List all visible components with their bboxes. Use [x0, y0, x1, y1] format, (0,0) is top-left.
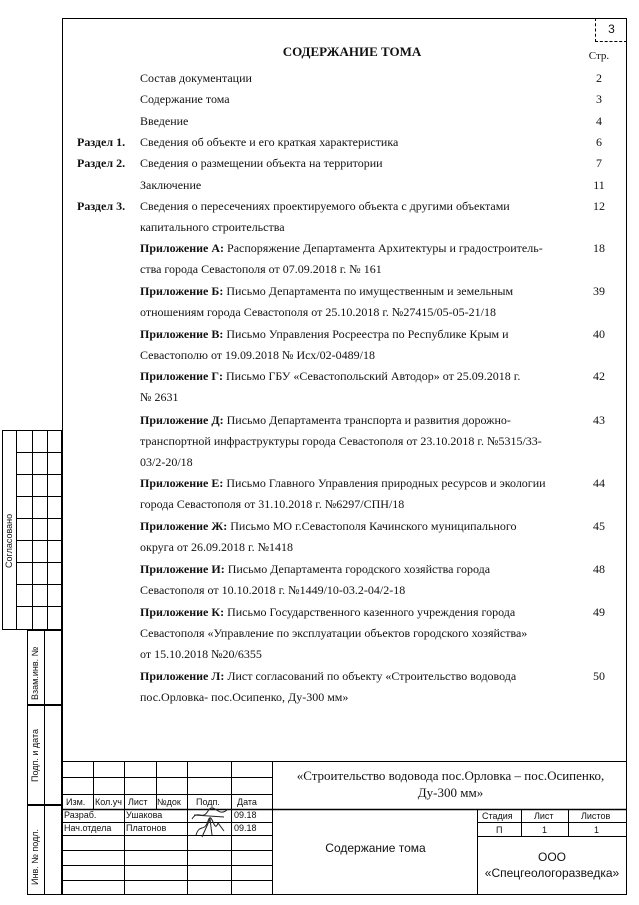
- toc-page-number: 45: [593, 519, 605, 533]
- toc-entry-text: Сведения об объекте и его краткая характеристика: [140, 135, 399, 149]
- toc-page-number: 4: [596, 114, 602, 128]
- toc-entry-text: [140, 366, 585, 387]
- toc-page-number: 44: [593, 476, 605, 490]
- appendix-label: Приложение Д:: [140, 413, 224, 427]
- stage-header: Стадия: [482, 811, 513, 821]
- agreed-label: Согласовано: [4, 513, 14, 568]
- page-number: 3: [595, 18, 627, 42]
- name-developer: Ушакова: [126, 810, 163, 820]
- appendix-label: Приложение Б:: [140, 284, 224, 298]
- appendix-title: Письмо Департамента городского хозяйства города: [224, 562, 491, 576]
- page-column-label: Стр.: [588, 50, 610, 62]
- appendix-label: Приложение Е:: [140, 476, 224, 490]
- toc-entry-text: [140, 410, 585, 431]
- toc-page-number: 48: [593, 562, 605, 576]
- appendix-label: Приложение Ж:: [140, 519, 228, 533]
- role-head: Нач.отдела: [64, 823, 112, 833]
- toc-entry-continuation: от 15.10.2018 №20/6355: [140, 647, 262, 661]
- toc-section-label: Раздел 2.: [77, 156, 126, 170]
- title-block: [62, 761, 627, 895]
- name-head: Платонов: [126, 823, 167, 833]
- toc-page-number: 50: [593, 669, 605, 683]
- toc-section-label: Раздел 3.: [77, 199, 126, 213]
- toc-page-number: 11: [593, 178, 605, 192]
- appendix-label: Приложение В:: [140, 327, 224, 341]
- sign-date-label: Подп. и дата: [30, 728, 40, 782]
- toc-entry-continuation: города Севастополя от 31.10.2018 г. №6297/СПН/18: [140, 497, 405, 511]
- toc-page-number: 6: [596, 135, 602, 149]
- toc-entry-text: [140, 324, 585, 345]
- toc-entry-text: Введение: [140, 114, 189, 128]
- role-developer: Разраб.: [64, 810, 97, 820]
- stage-value: П: [496, 825, 503, 835]
- toc-entry-text: [140, 666, 585, 687]
- col-izm: Изм.: [66, 797, 86, 807]
- document-title: Содержание тома: [325, 841, 426, 855]
- appendix-title: Письмо Управления Росреестра по Республике Крым и: [223, 327, 509, 341]
- toc-page-number: 40: [593, 327, 605, 341]
- toc-entry-text: [140, 559, 585, 580]
- toc-entry-text: Содержание тома: [140, 92, 230, 106]
- appendix-title: Лист согласований по объекту «Строительство водовода: [224, 669, 517, 683]
- inv-original-label: Инв. № подл.: [30, 828, 40, 885]
- toc-page-number: 49: [593, 605, 605, 619]
- toc-entry-text: Сведения о размещении объекта на территории: [140, 156, 383, 170]
- appendix-title: Письмо МО г.Севастополя Качинского муниципального: [227, 519, 517, 533]
- toc-page-number: 12: [593, 199, 605, 213]
- toc-entry-text: Заключение: [140, 178, 202, 192]
- toc-entry-continuation: 03/2-20/18: [140, 455, 193, 469]
- appendix-title: Письмо Департамента транспорта и развития дорожно-: [223, 413, 511, 427]
- appendix-label: Приложение Л:: [140, 669, 225, 683]
- appendix-title: Письмо Департамента по имущественным и земельным: [223, 284, 514, 298]
- organization: ООО «Спецгеологоразведка»: [484, 850, 620, 880]
- date-developer: 09.18: [234, 810, 257, 820]
- toc-entry-continuation: отношениям города Севастополя от 25.10.2018 г. №27415/05-05-21/18: [140, 305, 496, 319]
- toc-entry-continuation: транспортной инфраструктуры города Севастополя от 23.10.2018 г. №5315/33-: [140, 434, 542, 448]
- col-date: Дата: [237, 797, 257, 807]
- toc-entry-text: [140, 473, 585, 494]
- toc-page-number: 18: [593, 241, 605, 255]
- sheets-header: Листов: [581, 811, 611, 821]
- col-list: Лист: [128, 797, 148, 807]
- sheet-value: 1: [542, 825, 548, 835]
- toc-entry-continuation: капитального строительства: [140, 220, 285, 234]
- toc-entry-text: [140, 238, 585, 259]
- inv-replace-label: Взам.инв. №: [30, 646, 40, 700]
- appendix-title: Письмо ГБУ «Севастопольский Автодор» от 25.09.2018 г.: [223, 369, 521, 383]
- toc-entry-continuation: № 2631: [140, 390, 179, 404]
- toc-section-label: Раздел 1.: [77, 135, 126, 149]
- toc-page-number: 7: [596, 156, 602, 170]
- appendix-title: Письмо Главного Управления природных ресурсов и экологии: [223, 476, 546, 490]
- signatures: [188, 805, 232, 839]
- toc-page-number: 2: [596, 71, 602, 85]
- sheet-header: Лист: [534, 811, 554, 821]
- toc-entry-continuation: пос.Орловка- пос.Осипенко, Ду-300 мм»: [140, 690, 349, 704]
- toc-page-number: 3: [596, 92, 602, 106]
- project-title: «Строительство водовода пос.Орловка – пос.Осипенко, Ду-300 мм»: [296, 768, 605, 800]
- toc-entry-text: [140, 281, 585, 302]
- toc-entry-continuation: Севастополю от 19.09.2018 № Исх/02-0489/18: [140, 348, 375, 362]
- appendix-label: Приложение И:: [140, 562, 225, 576]
- appendix-label: Приложение Г:: [140, 369, 224, 383]
- toc-entry-continuation: Севастополя «Управление по эксплуатации объектов городского хозяйства»: [140, 626, 528, 640]
- col-kol: Кол.уч: [95, 797, 122, 807]
- toc-entry-continuation: ства города Севастополя от 07.09.2018 г. № 161: [140, 262, 382, 276]
- sheets-value: 1: [594, 825, 600, 835]
- appendix-title: Распоряжение Департамента Архитектуры и градостроитель-: [224, 241, 543, 255]
- col-podp: Подп.: [196, 797, 220, 807]
- toc-entry-text: [140, 602, 585, 623]
- appendix-title: Письмо Государственного казенного учреждения города: [224, 605, 516, 619]
- toc-page-number: 39: [593, 284, 605, 298]
- toc-entry-continuation: округа от 26.09.2018 г. №1418: [140, 540, 294, 554]
- toc-entry-text: Состав документации: [140, 71, 252, 85]
- toc-page-number: 42: [593, 369, 605, 383]
- appendix-label: Приложение К:: [140, 605, 225, 619]
- toc-entry-text: [140, 516, 585, 537]
- page-title: СОДЕРЖАНИЕ ТОМА: [282, 44, 422, 59]
- date-head: 09.18: [234, 823, 257, 833]
- col-ndok: №док: [157, 797, 181, 807]
- appendix-label: Приложение А:: [140, 241, 225, 255]
- toc-page-number: 43: [593, 413, 605, 427]
- toc-entry-text: Сведения о пересечениях проектируемого объекта с другими объектами: [140, 199, 510, 213]
- toc-entry-continuation: Севастополя от 10.10.2018 г. №1449/10-03.2-04/2-18: [140, 583, 406, 597]
